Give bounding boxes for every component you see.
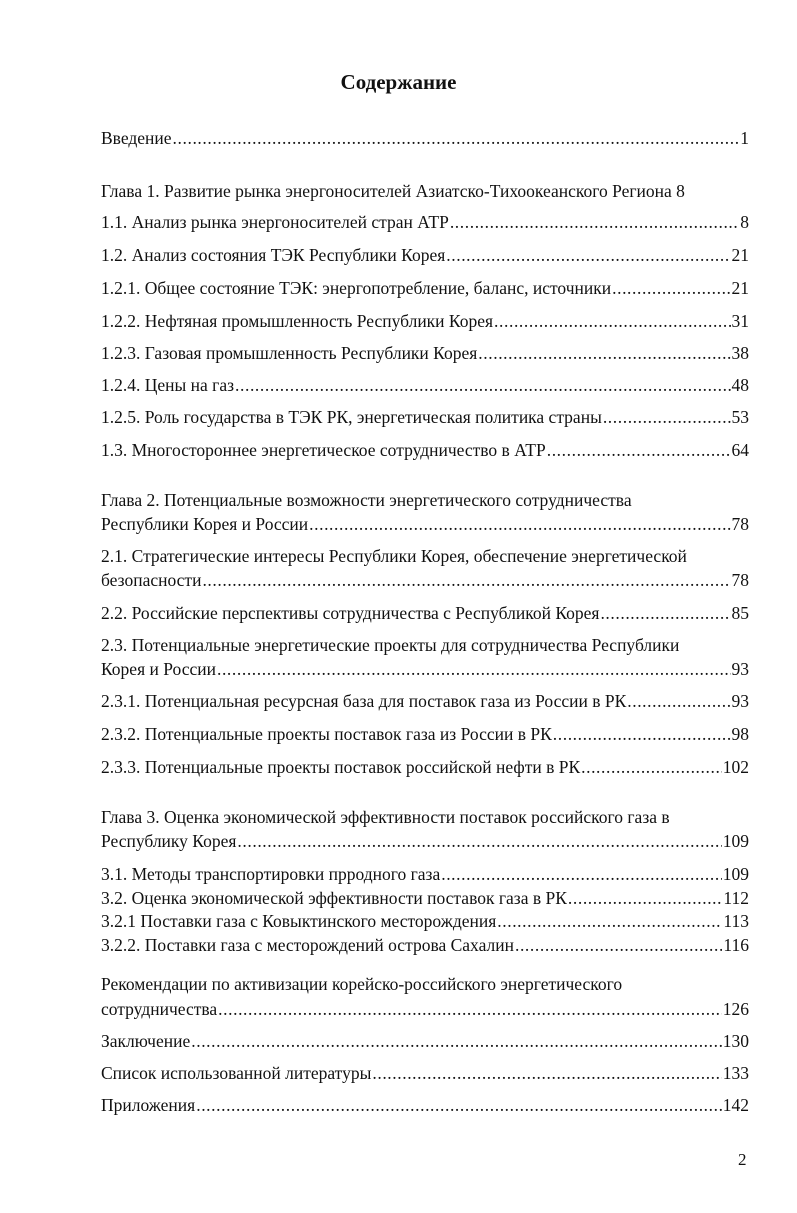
toc-entry-page: 38 (731, 343, 749, 363)
toc-entry-text: 1.2.4. Цены на газ (101, 375, 235, 395)
dot-leader (217, 659, 731, 680)
dot-leader (173, 128, 740, 149)
toc-entry-introduction (101, 128, 749, 149)
toc-entry-chapter-2 (101, 514, 749, 535)
toc-entry-text: 3.2.1 Поставки газа с Ковыктинского месторождения (101, 911, 497, 931)
toc-entry-text: 1.2.1. Общее состояние ТЭК: энергопотребление, баланс, источники (101, 278, 612, 298)
toc-entry-3-2 (101, 888, 749, 909)
toc-entry-text: 1.3. Многостороннее энергетическое сотрудничество в АТР (101, 440, 546, 460)
toc-entry-page: 8 (740, 212, 749, 232)
toc-entry-page: 93 (731, 691, 749, 711)
toc-entry-chapter-2-line1: Глава 2. Потенциальные возможности энергетического сотрудничества (101, 490, 632, 510)
toc-entry-text: 1.2. Анализ состояния ТЭК Республики Корея (101, 245, 446, 265)
dot-leader (237, 831, 721, 852)
toc-entry-text: 1.2.2. Нефтяная промышленность Республики Корея (101, 311, 494, 331)
toc-entry-text: 2.3.1. Потенциальная ресурсная база для поставок газа из России в РК (101, 691, 627, 711)
toc-entry-page: 48 (731, 375, 749, 395)
dot-leader (309, 514, 730, 535)
toc-entry-page: 130 (722, 1031, 749, 1051)
toc-entry-text: Приложения (101, 1095, 196, 1115)
toc-entry-page: 109 (722, 864, 749, 884)
dot-leader (553, 724, 731, 745)
toc-entry-1-2 (101, 245, 749, 266)
toc-entry-references (101, 1063, 749, 1084)
dot-leader (450, 212, 739, 233)
toc-entry-1-1 (101, 212, 749, 233)
toc-entry-page: 53 (731, 407, 749, 427)
dot-leader (603, 407, 731, 428)
toc-entry-appendices (101, 1095, 749, 1116)
dot-leader (372, 1063, 721, 1084)
toc-entry-2-3-1 (101, 691, 749, 712)
toc-entry-text: Республику Корея (101, 831, 237, 851)
dot-leader (547, 440, 731, 461)
toc-entry-page: 78 (731, 514, 749, 534)
toc-entry-page: 116 (723, 935, 749, 955)
page-number: 2 (738, 1150, 747, 1169)
toc-entry-page: 98 (731, 724, 749, 744)
toc-entry-text: 1.2.5. Роль государства в ТЭК РК, энергетическая политика страны (101, 407, 602, 427)
toc-entry-page: 1 (740, 128, 749, 148)
toc-entry-1-2-3 (101, 343, 749, 364)
dot-leader (218, 999, 722, 1020)
toc-entry-page: 21 (731, 278, 749, 298)
toc-entry-text: 2.3.3. Потенциальные проекты поставок российской нефти в РК (101, 757, 581, 777)
toc-entry-recommendations (101, 999, 749, 1020)
toc-entry-3-1 (101, 864, 749, 885)
toc-entry-chapter-3 (101, 831, 749, 852)
toc-entry-page: 113 (723, 911, 749, 931)
dot-leader (497, 911, 722, 932)
toc-entry-text: 3.1. Методы транспортировки прродного газа (101, 864, 441, 884)
toc-entry-text: 2.2. Российские перспективы сотрудничества с Республикой Корея (101, 603, 600, 623)
toc-entry-text: Введение (101, 128, 172, 148)
toc-entry-1-3 (101, 440, 749, 461)
dot-leader (600, 603, 730, 624)
dot-leader (441, 864, 722, 885)
toc-entry-2-1-line1: 2.1. Стратегические интересы Республики Корея, обеспечение энергетической (101, 546, 687, 566)
toc-entry-page: 109 (722, 831, 749, 851)
dot-leader (478, 343, 730, 364)
toc-entry-page: 85 (731, 603, 749, 623)
toc-entry-chapter-1: Глава 1. Развитие рынка энергоносителей Азиатско-Тихоокеанского Региона 8 (101, 181, 685, 201)
toc-entry-text: 3.2.2. Поставки газа с месторождений острова Сахалин (101, 935, 514, 955)
dot-leader (568, 888, 723, 909)
dot-leader (202, 570, 730, 591)
dot-leader (494, 311, 730, 332)
toc-entry-page: 142 (722, 1095, 749, 1115)
toc-entry-2-3-line1: 2.3. Потенциальные энергетические проекты для сотрудничества Республики (101, 635, 680, 655)
toc-entry-2-3-2 (101, 724, 749, 745)
toc-entry-3-2-1 (101, 911, 749, 932)
toc-entry-page: 133 (722, 1063, 749, 1083)
toc-entry-page: 31 (731, 311, 749, 331)
toc-entry-conclusion (101, 1031, 749, 1052)
dot-leader (612, 278, 730, 299)
toc-entry-2-2 (101, 603, 749, 624)
toc-entry-3-2-2 (101, 935, 749, 956)
toc-entry-text: Список использованной литературы (101, 1063, 372, 1083)
toc-entry-2-3 (101, 659, 749, 680)
toc-entry-page: 78 (731, 570, 749, 590)
dot-leader (235, 375, 730, 396)
dot-leader (196, 1095, 722, 1116)
dot-leader (627, 691, 730, 712)
toc-entry-text: 3.2. Оценка экономической эффективности поставок газа в РК (101, 888, 567, 908)
toc-entry-page: 102 (722, 757, 749, 777)
toc-entry-chapter-3-line1: Глава 3. Оценка экономической эффективности поставок российского газа в (101, 807, 670, 827)
dot-leader (191, 1031, 722, 1052)
page-title: Содержание (340, 70, 457, 94)
toc-entry-2-1 (101, 570, 749, 591)
toc-entry-text: безопасности (101, 570, 202, 590)
toc-entry-1-2-4 (101, 375, 749, 396)
toc-entry-page: 112 (723, 888, 749, 908)
toc-entry-text: Республики Корея и России (101, 514, 309, 534)
toc-entry-page: 126 (722, 999, 749, 1019)
toc-entry-text: сотрудничества (101, 999, 218, 1019)
toc-entry-text: Корея и России (101, 659, 216, 679)
toc-entry-1-2-5 (101, 407, 749, 428)
toc-entry-text: 1.2.3. Газовая промышленность Республики Корея (101, 343, 478, 363)
toc-entry-1-2-2 (101, 311, 749, 332)
dot-leader (446, 245, 730, 266)
toc-entry-recommendations-line1: Рекомендации по активизации корейско-российского энергетического (101, 974, 623, 994)
toc-entry-text: 2.3.2. Потенциальные проекты поставок газа из России в РК (101, 724, 552, 744)
toc-entry-page: 21 (731, 245, 749, 265)
toc-entry-page: 64 (731, 440, 749, 460)
dot-leader (515, 935, 722, 956)
toc-entry-2-3-3 (101, 757, 749, 778)
dot-leader (581, 757, 722, 778)
toc-entry-text: Заключение (101, 1031, 191, 1051)
toc-entry-1-2-1 (101, 278, 749, 299)
toc-entry-page: 93 (731, 659, 749, 679)
toc-entry-text: 1.1. Анализ рынка энергоносителей стран АТР (101, 212, 449, 232)
